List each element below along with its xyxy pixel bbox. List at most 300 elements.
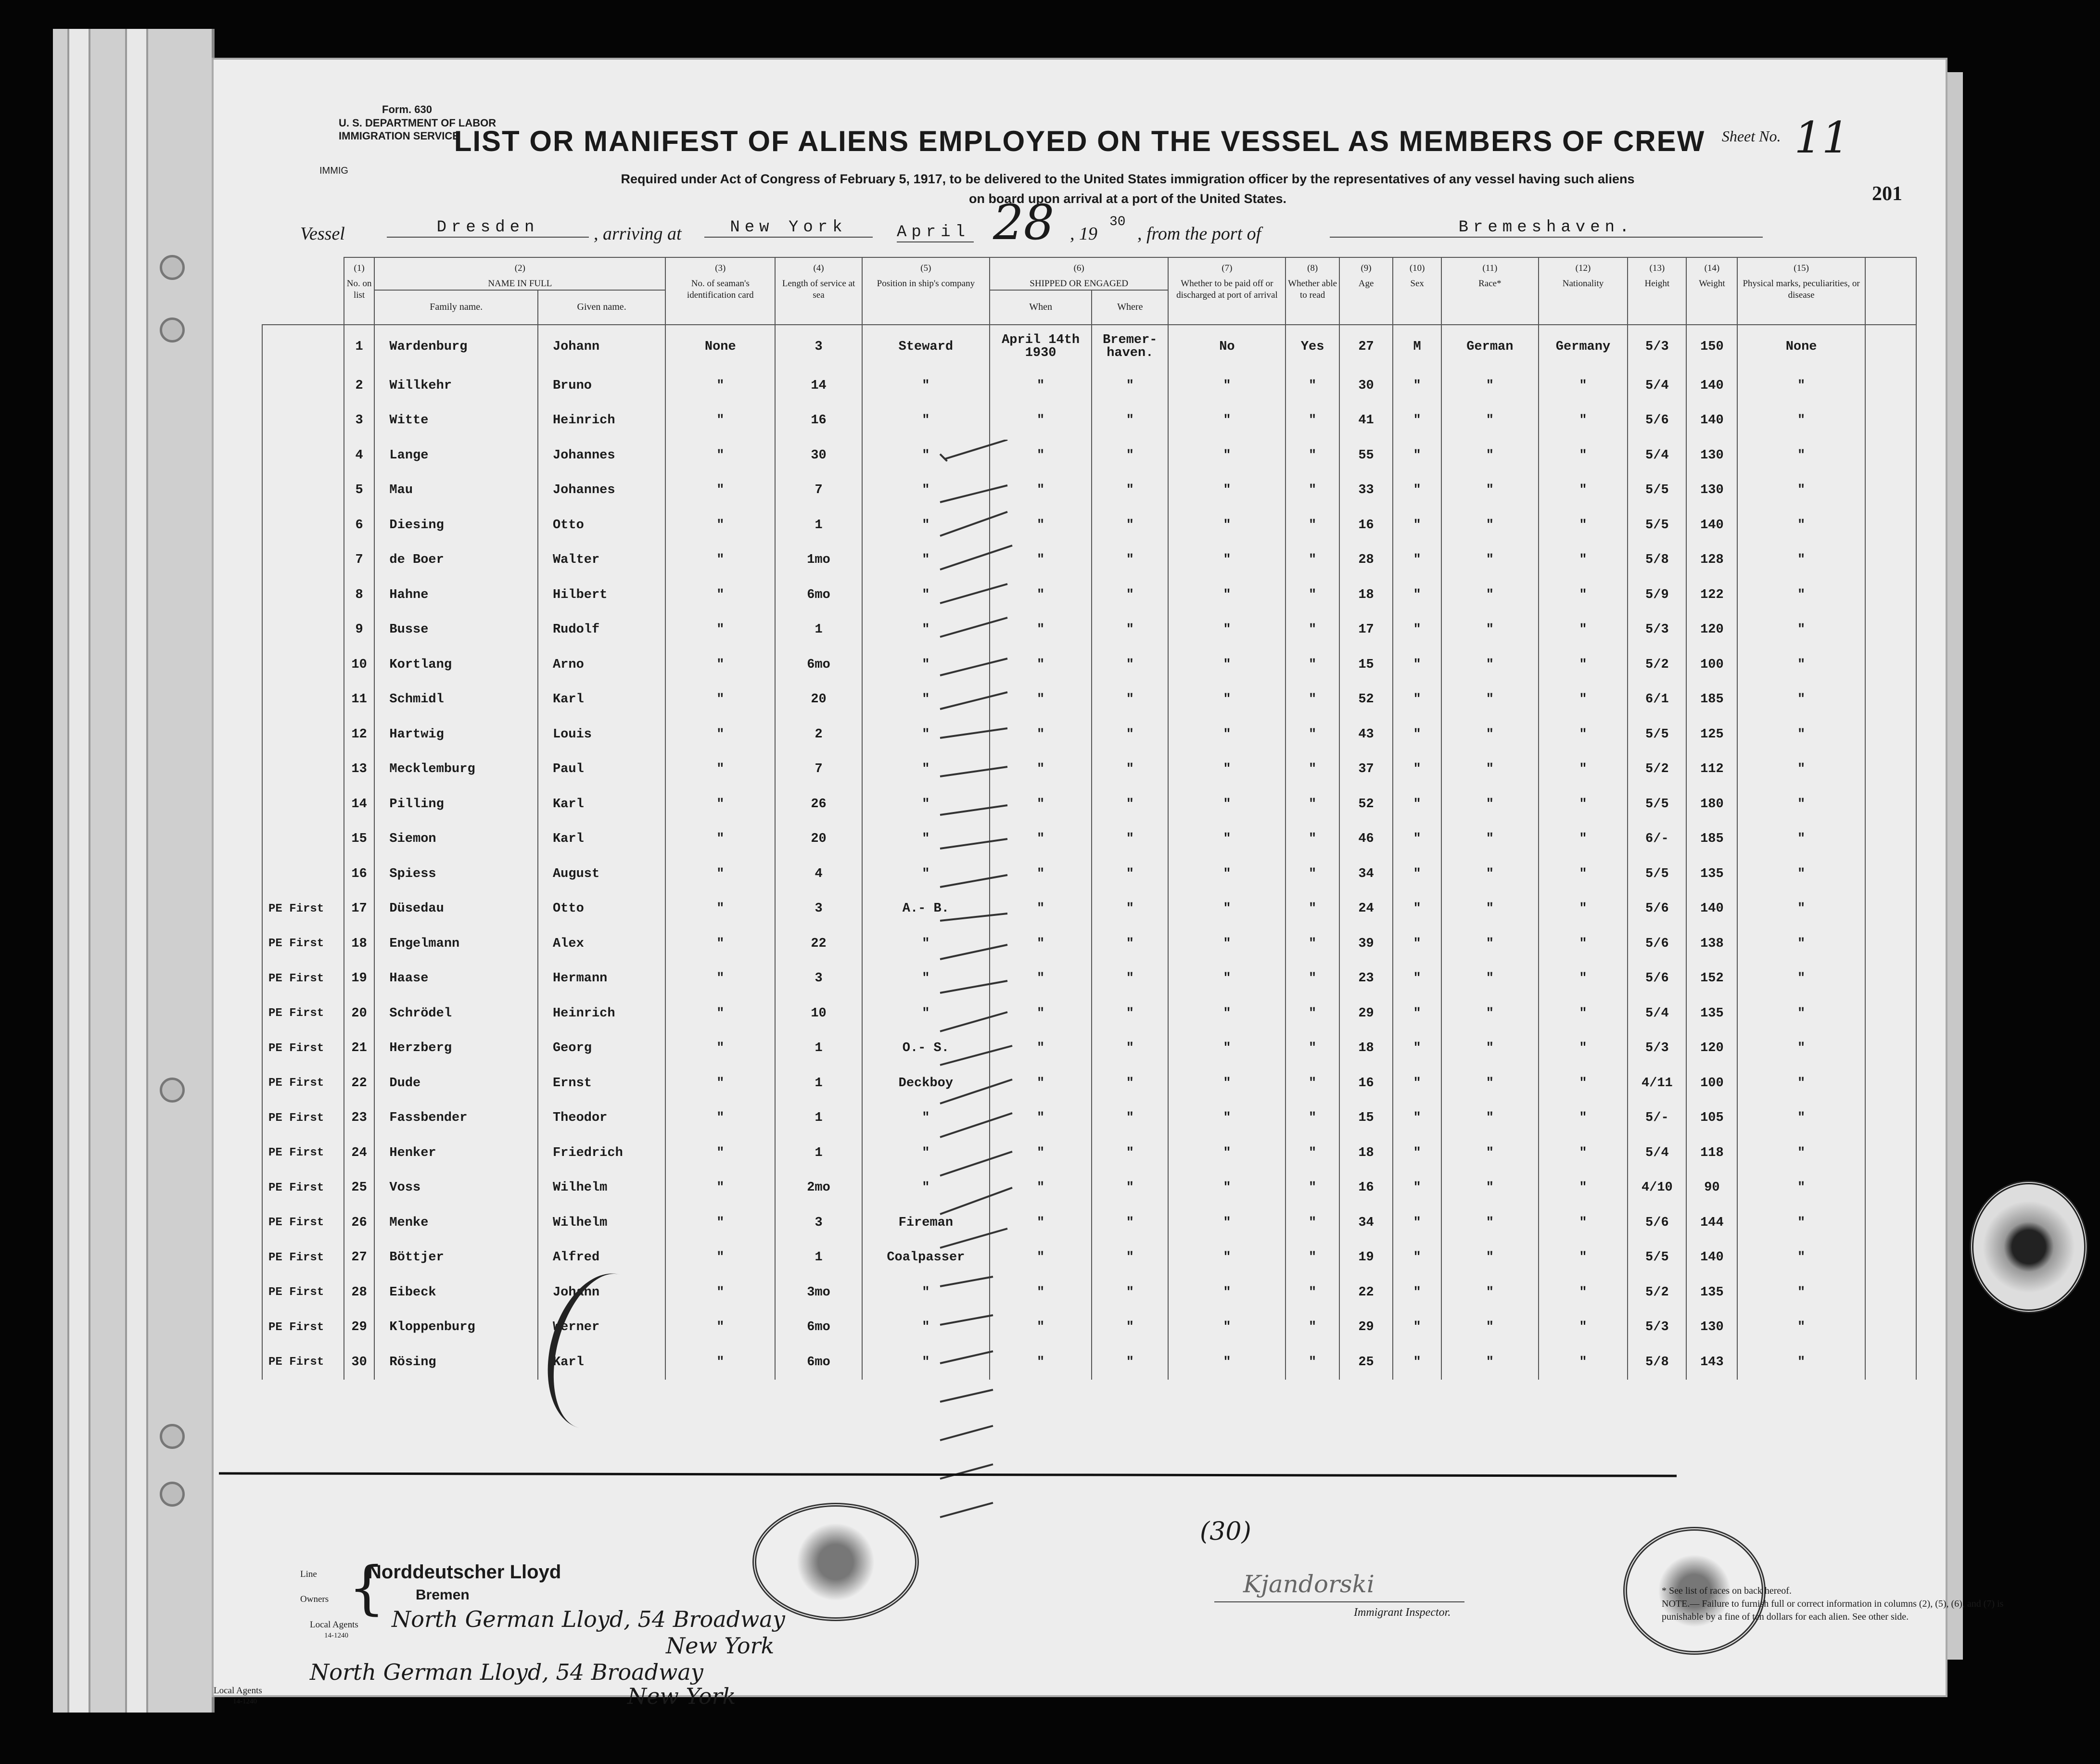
height: 6/- bbox=[1628, 822, 1686, 857]
table-row bbox=[262, 578, 1916, 613]
race: " bbox=[1441, 612, 1539, 647]
footnote-races: * See list of races on back hereof. bbox=[1662, 1586, 1792, 1596]
blank-cell bbox=[1865, 891, 1916, 926]
shipped-when: " bbox=[990, 717, 1092, 752]
table-row bbox=[262, 752, 1916, 787]
sex: " bbox=[1393, 857, 1441, 892]
paid-off: " bbox=[1168, 891, 1285, 926]
shipped-where: " bbox=[1092, 612, 1168, 647]
paid-off: " bbox=[1168, 543, 1285, 578]
given-name: Theodor bbox=[538, 1101, 665, 1136]
paid-off: " bbox=[1168, 1170, 1285, 1206]
nationality: " bbox=[1539, 1066, 1628, 1101]
service-length: 14 bbox=[775, 368, 862, 404]
race: " bbox=[1441, 368, 1539, 404]
shipped-when: " bbox=[990, 1066, 1092, 1101]
able-to-read: " bbox=[1285, 543, 1339, 578]
family-name: Herzberg bbox=[374, 1031, 538, 1066]
height: 5/4 bbox=[1628, 1136, 1686, 1171]
sex: " bbox=[1393, 578, 1441, 613]
sheet-label: Sheet No. bbox=[1721, 127, 1781, 145]
col-nationality-header: (12) Nationality bbox=[1539, 257, 1628, 325]
service-length: 6mo bbox=[775, 1345, 862, 1380]
able-to-read: " bbox=[1285, 1031, 1339, 1066]
document-subtitle bbox=[406, 169, 1849, 208]
table-row bbox=[262, 1206, 1916, 1241]
race: " bbox=[1441, 787, 1539, 822]
blank-cell bbox=[1865, 787, 1916, 822]
given-name: Karl bbox=[538, 682, 665, 717]
race: " bbox=[1441, 717, 1539, 752]
age: 15 bbox=[1339, 647, 1393, 683]
shipped-when: " bbox=[990, 1240, 1092, 1275]
col-paid-header: (7) Whether to be paid off or discharged at port of arrival bbox=[1168, 257, 1285, 325]
given-name: Werner bbox=[538, 1310, 665, 1345]
race: " bbox=[1441, 961, 1539, 996]
given-name: Arno bbox=[538, 647, 665, 683]
physical-marks: " bbox=[1737, 1066, 1865, 1101]
sex: " bbox=[1393, 1101, 1441, 1136]
binder bbox=[53, 29, 215, 1713]
given-name: Alex bbox=[538, 926, 665, 962]
agents-code-2: 14-1240 bbox=[233, 1698, 257, 1705]
blank-cell bbox=[1865, 857, 1916, 892]
nationality: " bbox=[1539, 787, 1628, 822]
nationality: " bbox=[1539, 1345, 1628, 1380]
age: 46 bbox=[1339, 822, 1393, 857]
sex: " bbox=[1393, 961, 1441, 996]
given-name: Johann bbox=[538, 1275, 665, 1310]
sex: " bbox=[1393, 1345, 1441, 1380]
subtitle-line-2: on board upon arrival at a port of the United States. bbox=[968, 191, 1287, 206]
race: " bbox=[1441, 578, 1539, 613]
sex: " bbox=[1393, 787, 1441, 822]
family-name: Fassbender bbox=[374, 1101, 538, 1136]
height: 4/11 bbox=[1628, 1066, 1686, 1101]
age: 55 bbox=[1339, 438, 1393, 473]
family-name: Busse bbox=[374, 612, 538, 647]
weight: 150 bbox=[1686, 325, 1737, 368]
shipped-where: " bbox=[1092, 368, 1168, 404]
nationality: Germany bbox=[1539, 325, 1628, 368]
service-length: 16 bbox=[775, 403, 862, 438]
from-label: , from the port of bbox=[1137, 224, 1261, 244]
race: " bbox=[1441, 543, 1539, 578]
height: 5/3 bbox=[1628, 1031, 1686, 1066]
nationality: " bbox=[1539, 682, 1628, 717]
weight: 135 bbox=[1686, 1275, 1737, 1310]
footnote-penalty: NOTE.— Failure to furnish full or correct information in columns (2), (5), (6), and (7) is punishable by a fine of ten dollars for each alien. See other side. bbox=[1662, 1599, 2004, 1622]
line-city: Bremen bbox=[416, 1587, 470, 1603]
sex: " bbox=[1393, 1206, 1441, 1241]
arrival-port: New York bbox=[704, 218, 873, 238]
row-number: 4 bbox=[344, 438, 375, 473]
row-number: 14 bbox=[344, 787, 375, 822]
table-row bbox=[262, 438, 1916, 473]
page-reference: 201 bbox=[1872, 183, 1902, 205]
arrival-month: April bbox=[897, 223, 974, 242]
service-length: 1 bbox=[775, 1240, 862, 1275]
physical-marks: " bbox=[1737, 473, 1865, 508]
service-length: 20 bbox=[775, 822, 862, 857]
service-length: 2mo bbox=[775, 1170, 862, 1206]
weight: 152 bbox=[1686, 961, 1737, 996]
blank-cell bbox=[1865, 1206, 1916, 1241]
shipped-when: " bbox=[990, 578, 1092, 613]
able-to-read: " bbox=[1285, 403, 1339, 438]
row-margin-note: PE First bbox=[262, 1345, 344, 1380]
row-number: 13 bbox=[344, 752, 375, 787]
physical-marks: " bbox=[1737, 891, 1865, 926]
row-margin-note bbox=[262, 717, 344, 752]
col-no-header: (1) No. on list bbox=[344, 257, 375, 325]
seaman-card: " bbox=[665, 1240, 775, 1275]
inspector-rule bbox=[1214, 1601, 1464, 1602]
blank-cell bbox=[1865, 325, 1916, 368]
able-to-read: " bbox=[1285, 752, 1339, 787]
sheet-value: 11 bbox=[1794, 113, 1849, 163]
table-row bbox=[262, 612, 1916, 647]
col-race-header: (11) Race* bbox=[1441, 257, 1539, 325]
service-length: 3mo bbox=[775, 1275, 862, 1310]
shipped-when: " bbox=[990, 1031, 1092, 1066]
row-margin-note: PE First bbox=[262, 1031, 344, 1066]
shipped-where: " bbox=[1092, 438, 1168, 473]
nationality: " bbox=[1539, 403, 1628, 438]
table-row bbox=[262, 682, 1916, 717]
shipped-where: " bbox=[1092, 473, 1168, 508]
paid-off: " bbox=[1168, 787, 1285, 822]
physical-marks: " bbox=[1737, 752, 1865, 787]
blank-cell bbox=[1865, 368, 1916, 404]
row-number: 9 bbox=[344, 612, 375, 647]
service-length: 3 bbox=[775, 1206, 862, 1241]
row-number: 18 bbox=[344, 926, 375, 962]
race: " bbox=[1441, 1170, 1539, 1206]
family-name: Dude bbox=[374, 1066, 538, 1101]
given-name: Karl bbox=[538, 787, 665, 822]
race: " bbox=[1441, 1206, 1539, 1241]
row-number: 22 bbox=[344, 1066, 375, 1101]
sex: " bbox=[1393, 368, 1441, 404]
shipped-where: " bbox=[1092, 647, 1168, 683]
family-name: Schmidl bbox=[374, 682, 538, 717]
position: " bbox=[862, 752, 990, 787]
weight: 143 bbox=[1686, 1345, 1737, 1380]
age: 29 bbox=[1339, 1310, 1393, 1345]
row-number: 21 bbox=[344, 1031, 375, 1066]
family-name: Siemon bbox=[374, 822, 538, 857]
table-row bbox=[262, 368, 1916, 404]
position: " bbox=[862, 961, 990, 996]
nationality: " bbox=[1539, 368, 1628, 404]
physical-marks: " bbox=[1737, 717, 1865, 752]
table-row bbox=[262, 508, 1916, 543]
service-length: 1 bbox=[775, 1066, 862, 1101]
row-number: 25 bbox=[344, 1170, 375, 1206]
paid-off: " bbox=[1168, 368, 1285, 404]
able-to-read: " bbox=[1285, 961, 1339, 996]
binder-strip bbox=[67, 29, 90, 1713]
sex: " bbox=[1393, 1170, 1441, 1206]
row-number: 7 bbox=[344, 543, 375, 578]
seaman-card: " bbox=[665, 926, 775, 962]
position: " bbox=[862, 403, 990, 438]
able-to-read: " bbox=[1285, 891, 1339, 926]
seaman-card: " bbox=[665, 822, 775, 857]
blank-cell bbox=[1865, 1136, 1916, 1171]
height: 5/5 bbox=[1628, 787, 1686, 822]
given-name: Johannes bbox=[538, 438, 665, 473]
weight: 140 bbox=[1686, 508, 1737, 543]
given-name: Wilhelm bbox=[538, 1170, 665, 1206]
table-row bbox=[262, 787, 1916, 822]
service-length: 3 bbox=[775, 961, 862, 996]
table-row bbox=[262, 717, 1916, 752]
shipped-when: " bbox=[990, 1345, 1092, 1380]
service-length: 7 bbox=[775, 752, 862, 787]
age: 52 bbox=[1339, 787, 1393, 822]
shipped-when: " bbox=[990, 543, 1092, 578]
paid-off: " bbox=[1168, 1345, 1285, 1380]
height: 5/3 bbox=[1628, 1310, 1686, 1345]
seaman-card: " bbox=[665, 1310, 775, 1345]
blank-cell bbox=[1865, 1170, 1916, 1206]
service-length: 1 bbox=[775, 508, 862, 543]
row-margin-note bbox=[262, 647, 344, 683]
shipped-when: " bbox=[990, 1275, 1092, 1310]
height: 5/4 bbox=[1628, 438, 1686, 473]
paid-off: No bbox=[1168, 325, 1285, 368]
shipped-when: " bbox=[990, 822, 1092, 857]
row-number: 17 bbox=[344, 891, 375, 926]
family-name: Schrödel bbox=[374, 996, 538, 1031]
seaman-card: " bbox=[665, 1066, 775, 1101]
family-name: Pilling bbox=[374, 787, 538, 822]
nationality: " bbox=[1539, 1101, 1628, 1136]
weight: 130 bbox=[1686, 438, 1737, 473]
position: " bbox=[862, 857, 990, 892]
position: O.- S. bbox=[862, 1031, 990, 1066]
inspector-signature: Kjandorski bbox=[1243, 1570, 1375, 1598]
nationality: " bbox=[1539, 438, 1628, 473]
row-margin-note bbox=[262, 508, 344, 543]
arrival-day: 28 bbox=[993, 194, 1055, 251]
seaman-card: " bbox=[665, 717, 775, 752]
physical-marks: " bbox=[1737, 1170, 1865, 1206]
nationality: " bbox=[1539, 1240, 1628, 1275]
table-row bbox=[262, 1066, 1916, 1101]
shipped-where: " bbox=[1092, 1136, 1168, 1171]
row-margin-note bbox=[262, 438, 344, 473]
service-length: 22 bbox=[775, 926, 862, 962]
family-name: Henker bbox=[374, 1136, 538, 1171]
paid-off: " bbox=[1168, 612, 1285, 647]
seaman-card: " bbox=[665, 368, 775, 404]
shipped-where: " bbox=[1092, 961, 1168, 996]
shipped-where: " bbox=[1092, 1310, 1168, 1345]
seaman-card: " bbox=[665, 543, 775, 578]
able-to-read: " bbox=[1285, 717, 1339, 752]
crew-manifest-table bbox=[262, 257, 1917, 1380]
table-row bbox=[262, 1345, 1916, 1380]
age: 41 bbox=[1339, 403, 1393, 438]
row-number: 19 bbox=[344, 961, 375, 996]
paid-off: " bbox=[1168, 1031, 1285, 1066]
sex: " bbox=[1393, 647, 1441, 683]
table-row bbox=[262, 1101, 1916, 1136]
shipped-when: " bbox=[990, 403, 1092, 438]
physical-marks: " bbox=[1737, 1310, 1865, 1345]
shipped-where: " bbox=[1092, 403, 1168, 438]
shipped-when: " bbox=[990, 368, 1092, 404]
able-to-read: " bbox=[1285, 647, 1339, 683]
race: " bbox=[1441, 1345, 1539, 1380]
height: 5/6 bbox=[1628, 403, 1686, 438]
row-margin-note: PE First bbox=[262, 1170, 344, 1206]
blank-cell bbox=[1865, 508, 1916, 543]
family-name: Mecklemburg bbox=[374, 752, 538, 787]
given-name: Heinrich bbox=[538, 403, 665, 438]
shipped-where: " bbox=[1092, 682, 1168, 717]
blank-cell bbox=[1865, 612, 1916, 647]
paid-off: " bbox=[1168, 1310, 1285, 1345]
paid-off: " bbox=[1168, 1206, 1285, 1241]
given-name: Otto bbox=[538, 508, 665, 543]
shipped-where: " bbox=[1092, 1345, 1168, 1380]
table-row bbox=[262, 325, 1916, 368]
physical-marks: " bbox=[1737, 612, 1865, 647]
paid-off: " bbox=[1168, 647, 1285, 683]
nationality: " bbox=[1539, 473, 1628, 508]
check-marks bbox=[935, 440, 1017, 1522]
weight: 120 bbox=[1686, 612, 1737, 647]
binder-hole bbox=[160, 1482, 185, 1507]
able-to-read: " bbox=[1285, 1275, 1339, 1310]
weight: 144 bbox=[1686, 1206, 1737, 1241]
shipped-where: " bbox=[1092, 1066, 1168, 1101]
manifest-sheet bbox=[212, 58, 2004, 1709]
weight: 140 bbox=[1686, 891, 1737, 926]
row-number: 20 bbox=[344, 996, 375, 1031]
weight: 90 bbox=[1686, 1170, 1737, 1206]
race: " bbox=[1441, 473, 1539, 508]
nationality: " bbox=[1539, 1206, 1628, 1241]
shipped-where: " bbox=[1092, 857, 1168, 892]
row-margin-note: PE First bbox=[262, 996, 344, 1031]
vessel-label: Vessel bbox=[300, 224, 345, 244]
service-length: 1 bbox=[775, 612, 862, 647]
age: 23 bbox=[1339, 961, 1393, 996]
department: U. S. DEPARTMENT OF LABOR bbox=[339, 116, 496, 129]
weight: 112 bbox=[1686, 752, 1737, 787]
binder-hole bbox=[160, 255, 185, 280]
shipped-where: " bbox=[1092, 508, 1168, 543]
position: " bbox=[862, 1101, 990, 1136]
race: " bbox=[1441, 1066, 1539, 1101]
service: IMMIGRATION SERVICE bbox=[339, 130, 459, 142]
family-name: Voss bbox=[374, 1170, 538, 1206]
given-name: August bbox=[538, 857, 665, 892]
seaman-card: None bbox=[665, 325, 775, 368]
document-title: LIST OR MANIFEST OF ALIENS EMPLOYED ON THE VESSEL AS MEMBERS OF CREW bbox=[454, 125, 1705, 157]
row-margin-note bbox=[262, 578, 344, 613]
age: 37 bbox=[1339, 752, 1393, 787]
given-name: Alfred bbox=[538, 1240, 665, 1275]
shipped-where: " bbox=[1092, 1206, 1168, 1241]
race: " bbox=[1441, 682, 1539, 717]
sex: " bbox=[1393, 926, 1441, 962]
able-to-read: " bbox=[1285, 473, 1339, 508]
race: " bbox=[1441, 403, 1539, 438]
row-number: 29 bbox=[344, 1310, 375, 1345]
able-to-read: " bbox=[1285, 996, 1339, 1031]
given-name: Karl bbox=[538, 1345, 665, 1380]
family-name: Hartwig bbox=[374, 717, 538, 752]
age: 16 bbox=[1339, 508, 1393, 543]
service-length: 1mo bbox=[775, 543, 862, 578]
weight: 122 bbox=[1686, 578, 1737, 613]
table-row bbox=[262, 996, 1916, 1031]
sex: " bbox=[1393, 1136, 1441, 1171]
family-name: Diesing bbox=[374, 508, 538, 543]
physical-marks: " bbox=[1737, 1206, 1865, 1241]
table-row bbox=[262, 891, 1916, 926]
col-height-header: (13) Height bbox=[1628, 257, 1686, 325]
nationality: " bbox=[1539, 717, 1628, 752]
shipped-when: " bbox=[990, 857, 1092, 892]
sex: " bbox=[1393, 1031, 1441, 1066]
row-number: 24 bbox=[344, 1136, 375, 1171]
able-to-read: " bbox=[1285, 822, 1339, 857]
binder-hole bbox=[160, 1078, 185, 1103]
able-to-read: " bbox=[1285, 1310, 1339, 1345]
position: " bbox=[862, 438, 990, 473]
service-length: 2 bbox=[775, 717, 862, 752]
race: " bbox=[1441, 508, 1539, 543]
service-length: 6mo bbox=[775, 647, 862, 683]
shipped-when: " bbox=[990, 1206, 1092, 1241]
paid-off: " bbox=[1168, 996, 1285, 1031]
race: " bbox=[1441, 926, 1539, 962]
paid-off: " bbox=[1168, 752, 1285, 787]
table-row bbox=[262, 1136, 1916, 1171]
position: " bbox=[862, 1345, 990, 1380]
paid-off: " bbox=[1168, 1275, 1285, 1310]
position: " bbox=[862, 473, 990, 508]
given-name: Ernst bbox=[538, 1066, 665, 1101]
physical-marks: " bbox=[1737, 926, 1865, 962]
shipped-when: " bbox=[990, 473, 1092, 508]
family-name: de Boer bbox=[374, 543, 538, 578]
blank-cell bbox=[1865, 543, 1916, 578]
weight: 138 bbox=[1686, 926, 1737, 962]
blank-cell bbox=[1865, 438, 1916, 473]
height: 5/9 bbox=[1628, 578, 1686, 613]
inspector-label: Immigrant Inspector. bbox=[1354, 1606, 1451, 1619]
sex: " bbox=[1393, 1275, 1441, 1310]
agents-code: 14-1240 bbox=[324, 1632, 348, 1639]
race: " bbox=[1441, 1240, 1539, 1275]
row-margin-note: PE First bbox=[262, 1240, 344, 1275]
agents-handwriting-1: North German Lloyd, 54 Broadway bbox=[392, 1606, 785, 1632]
age: 17 bbox=[1339, 612, 1393, 647]
seaman-card: " bbox=[665, 647, 775, 683]
able-to-read: " bbox=[1285, 926, 1339, 962]
blank-cell bbox=[1865, 996, 1916, 1031]
crew-count: (30) bbox=[1200, 1517, 1251, 1546]
able-to-read: " bbox=[1285, 578, 1339, 613]
